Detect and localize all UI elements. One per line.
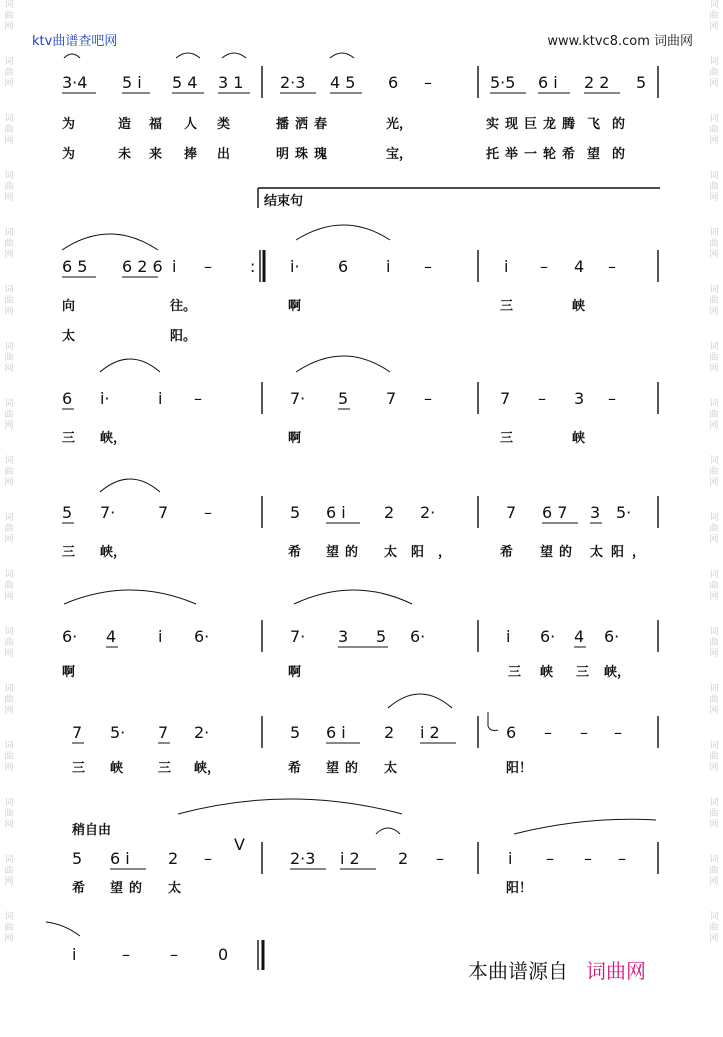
lyric: 阳！: [506, 881, 533, 896]
note: 2·: [420, 503, 436, 522]
lyric: 三: [576, 665, 590, 680]
watermark-text: 词曲网: [709, 57, 719, 89]
lyric: 三: [62, 431, 76, 446]
note: i: [506, 627, 511, 646]
watermark-text: 词曲网: [4, 627, 14, 659]
lyric: 峡: [540, 665, 554, 680]
note: –: [608, 257, 616, 276]
slur: [178, 799, 402, 814]
note: –: [436, 849, 444, 868]
note: 6 i: [538, 73, 558, 92]
lyric: 光，: [386, 117, 413, 132]
note: 5: [62, 503, 73, 522]
system-2: [62, 225, 658, 344]
note: 5 i: [122, 73, 142, 92]
note: 2 2: [584, 73, 610, 92]
slur: [330, 53, 354, 58]
lyric: 实现: [486, 117, 525, 132]
lyric: 啊: [288, 299, 302, 314]
note: 7: [158, 503, 169, 522]
lyric: 太: [384, 761, 398, 776]
note: i·: [100, 389, 110, 408]
watermark-text: 词曲网: [709, 0, 719, 32]
lyric: 希: [288, 761, 302, 776]
note: 5·: [616, 503, 632, 522]
note: 6 i: [110, 849, 130, 868]
lyric: 三: [500, 299, 514, 314]
watermark-text: 词曲网: [4, 228, 14, 260]
note: –: [580, 723, 588, 742]
watermark-text: 词曲网: [4, 285, 14, 317]
note: 6·: [194, 627, 210, 646]
lyric: 一轮: [524, 147, 563, 162]
watermark-text: 词曲网: [4, 855, 14, 887]
breath-mark: V: [234, 835, 245, 854]
note: 5: [72, 849, 83, 868]
slur: [514, 819, 656, 834]
lyric: 三: [500, 431, 514, 446]
watermark-text: 词曲网: [709, 798, 719, 830]
lyric: 播洒春: [276, 117, 334, 132]
lyric: 宝，: [386, 147, 413, 162]
note: 3: [590, 503, 601, 522]
slur: [296, 356, 390, 372]
note: i: [386, 257, 391, 276]
lyric: 太: [62, 329, 76, 344]
note: –: [424, 73, 432, 92]
note: 2: [384, 503, 395, 522]
lyric: 望的: [540, 545, 579, 560]
note: 2: [398, 849, 409, 868]
note: –: [618, 849, 626, 868]
note: 4: [106, 627, 117, 646]
watermark-text: 词曲网: [4, 741, 14, 773]
lyric: 三: [508, 665, 522, 680]
note: –: [194, 389, 202, 408]
lyric: 托举: [486, 147, 525, 162]
note: 2·3: [280, 73, 306, 92]
note: 7·: [290, 627, 306, 646]
watermark-text: 词曲网: [709, 228, 719, 260]
watermark-text: 词曲网: [4, 114, 14, 146]
note: 7: [386, 389, 397, 408]
lyric: 未来: [118, 147, 181, 162]
note: 3: [338, 627, 349, 646]
watermark-text: 词曲网: [4, 570, 14, 602]
repeat-dots: :: [250, 257, 256, 276]
note: 6 2 6: [122, 257, 163, 276]
lyric: 希: [500, 545, 514, 560]
note: –: [538, 389, 546, 408]
note: –: [540, 257, 548, 276]
watermark-text: 词曲网: [709, 627, 719, 659]
system-6: [72, 694, 658, 776]
slur: [62, 234, 158, 250]
watermark-text: 词曲网: [4, 456, 14, 488]
watermark-text: 词曲网: [4, 0, 14, 32]
watermark-text: 词曲网: [4, 912, 14, 944]
slur: [64, 54, 80, 58]
lyric: 太: [168, 881, 182, 896]
lyric: 望的: [326, 545, 365, 560]
lyric: 阳。: [170, 329, 197, 344]
system-3: [62, 356, 658, 446]
note: –: [614, 723, 622, 742]
watermark-text: 词曲网: [4, 513, 14, 545]
slur: [388, 694, 452, 708]
lyric: 明珠瑰: [276, 147, 334, 162]
watermark-text: 词曲网: [4, 798, 14, 830]
note: i: [158, 627, 163, 646]
system-4: [62, 479, 658, 560]
lyric: 三: [158, 761, 172, 776]
note: 4 5: [330, 73, 356, 92]
note: 6 i: [326, 503, 346, 522]
note: 6·: [62, 627, 78, 646]
lyric: 峡，: [100, 431, 127, 446]
note: i: [158, 389, 163, 408]
note: i: [504, 257, 509, 276]
lyric: 为: [62, 117, 76, 132]
note: 5 4: [172, 73, 198, 92]
note: 5: [290, 723, 301, 742]
note: 6 7: [542, 503, 568, 522]
watermark-text: 词曲网: [4, 684, 14, 716]
watermark-text: 词曲网: [709, 342, 719, 374]
lyric: 峡: [572, 431, 586, 446]
slur: [100, 479, 160, 492]
note: 5: [338, 389, 349, 408]
watermark-text: 词曲网: [4, 57, 14, 89]
watermark-text: 词曲网: [709, 684, 719, 716]
watermark-text: 词曲网: [4, 399, 14, 431]
note: 4: [574, 627, 585, 646]
system-8: [46, 922, 263, 970]
slur: [294, 590, 412, 604]
lyric: 往。: [170, 299, 197, 314]
watermark-text: 词曲网: [709, 399, 719, 431]
note: 5·5: [490, 73, 516, 92]
note: 6: [388, 73, 399, 92]
watermark-text: 词曲网: [709, 912, 719, 944]
note: 2: [384, 723, 395, 742]
note: 5: [376, 627, 387, 646]
note: –: [204, 257, 212, 276]
note: 3: [574, 389, 585, 408]
note: 7·: [290, 389, 306, 408]
note: 6·: [410, 627, 426, 646]
watermark-text: 词曲网: [709, 171, 719, 203]
note: 3 1: [218, 73, 244, 92]
note: 5: [636, 73, 647, 92]
lyric: 三: [62, 545, 76, 560]
system-5: [62, 590, 658, 680]
lyric: 希: [288, 545, 302, 560]
note: i: [508, 849, 513, 868]
lyric: 峡，: [604, 665, 631, 680]
note: –: [122, 945, 130, 964]
lyric: 阳！: [506, 761, 533, 776]
lyric: 太阳，: [384, 545, 466, 560]
note: 7: [158, 723, 169, 742]
note: 7·: [100, 503, 116, 522]
note: 2·: [194, 723, 210, 742]
source-credit: [468, 955, 646, 984]
note: 6·: [540, 627, 556, 646]
slur: [46, 922, 80, 936]
note: –: [546, 849, 554, 868]
lyric: 向: [62, 299, 76, 314]
system-1: [62, 53, 658, 162]
note: 6: [62, 389, 73, 408]
note: –: [608, 389, 616, 408]
note: –: [584, 849, 592, 868]
watermark-text: 词曲网: [709, 570, 719, 602]
lyric: 望的: [326, 761, 365, 776]
lyric: 造福: [118, 117, 181, 132]
slur: [64, 590, 196, 604]
note: 2: [168, 849, 179, 868]
slur: [376, 828, 400, 834]
tempo-label: 稍自由: [72, 823, 112, 838]
slur: [100, 359, 160, 372]
slur: [176, 53, 200, 58]
lyric: 峡，: [100, 545, 127, 560]
system-7: [71, 799, 658, 896]
lyric: 捧出: [184, 147, 251, 162]
site-name-left: ktv曲谱查吧网: [32, 34, 118, 49]
section-label: 结束句: [264, 194, 304, 209]
grace-note-mark: [488, 712, 498, 731]
lyric: 人类: [184, 117, 251, 132]
slur: [296, 225, 390, 240]
note: 6·: [604, 627, 620, 646]
note: i 2: [420, 723, 440, 742]
note: 6 i: [326, 723, 346, 742]
note: –: [424, 257, 432, 276]
note: 6: [338, 257, 349, 276]
watermark-text: 词曲网: [709, 741, 719, 773]
lyric: 望的: [110, 881, 149, 896]
watermark-text: 词曲网: [709, 855, 719, 887]
watermark-text: 词曲网: [4, 342, 14, 374]
note: i: [72, 945, 77, 964]
note: 6: [506, 723, 517, 742]
note: 7: [72, 723, 83, 742]
note: –: [544, 723, 552, 742]
lyric: 啊: [288, 665, 302, 680]
watermark-text: 词曲网: [709, 114, 719, 146]
lyric: 巨龙: [524, 117, 563, 132]
lyric: 峡: [572, 299, 586, 314]
note: 0: [218, 945, 229, 964]
note: 2·3: [290, 849, 316, 868]
note: –: [424, 389, 432, 408]
lyric: 太阳，: [590, 545, 654, 560]
lyric: 腾飞的: [562, 117, 638, 132]
watermark-text: 词曲网: [709, 285, 719, 317]
source-label: 本曲谱源自: [468, 959, 568, 983]
slur: [222, 53, 246, 58]
note: 3·4: [62, 73, 88, 92]
lyric: 为: [62, 147, 76, 162]
watermark-text: 词曲网: [4, 171, 14, 203]
note: –: [204, 503, 212, 522]
note: 4: [574, 257, 585, 276]
note: –: [170, 945, 178, 964]
lyric: 啊: [62, 665, 76, 680]
note: 5·: [110, 723, 126, 742]
lyric: 希: [72, 881, 86, 896]
note: 5: [290, 503, 301, 522]
lyric: 啊: [288, 431, 302, 446]
brand-link[interactable]: 词曲网: [586, 959, 646, 983]
lyric: 希望的: [562, 147, 638, 162]
note: i 2: [340, 849, 360, 868]
note: i·: [290, 257, 300, 276]
lyric: 三: [72, 761, 86, 776]
note: i: [172, 257, 177, 276]
watermark-text: 词曲网: [709, 513, 719, 545]
note: 6 5: [62, 257, 88, 276]
site-url-right: www.ktvc8.com 词曲网: [547, 34, 693, 49]
note: 7: [500, 389, 511, 408]
lyric: 峡: [110, 761, 124, 776]
note: 7: [506, 503, 517, 522]
note: –: [204, 849, 212, 868]
lyric: 峡，: [194, 761, 221, 776]
watermark-text: 词曲网: [709, 456, 719, 488]
